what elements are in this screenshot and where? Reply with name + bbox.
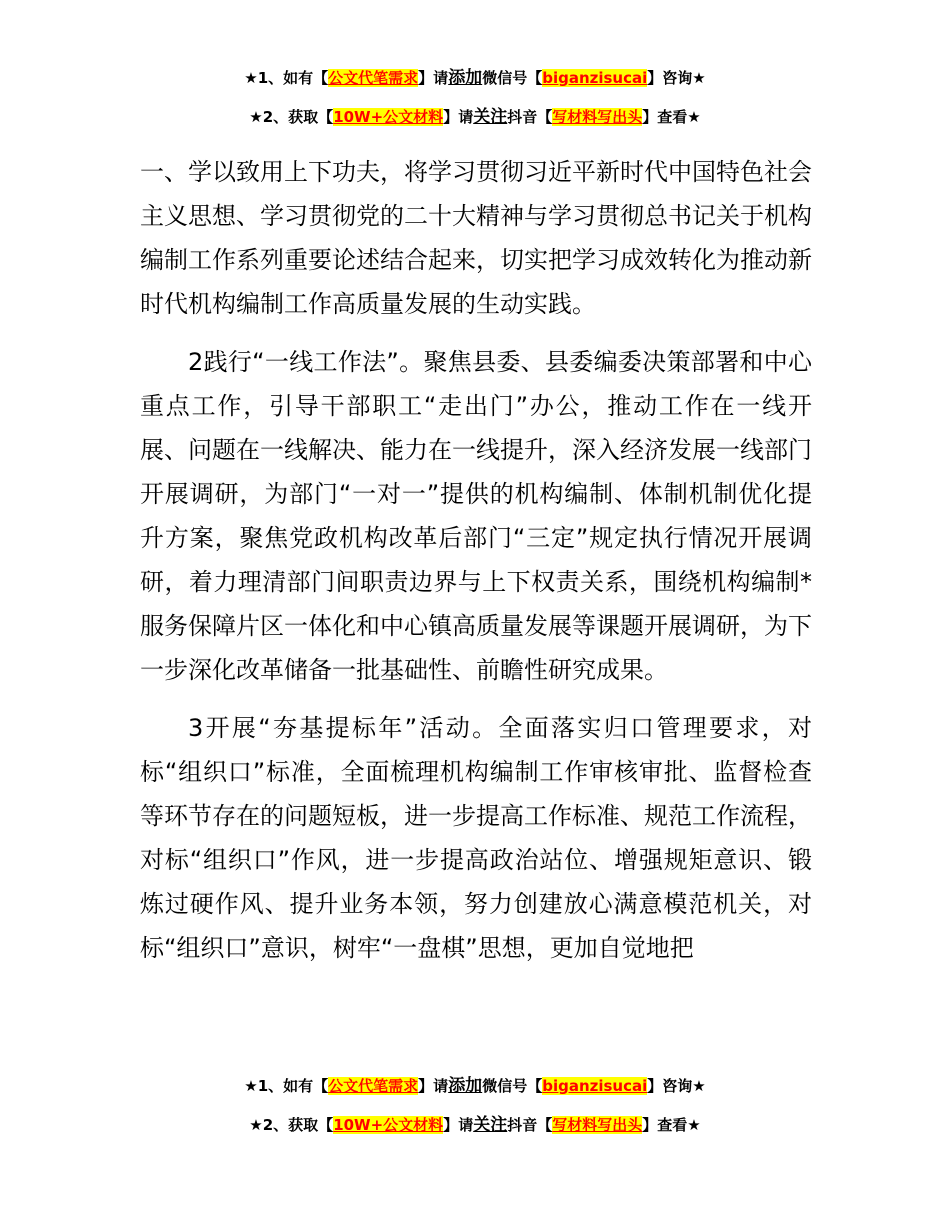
promo-text: 微信号【 [482,1077,543,1095]
promo-text: ★1、如有【 [244,69,329,87]
promo-text: 抖音【 [507,108,553,126]
paragraph-item-2: 2践行“一线工作法”。聚焦县委、县委编委决策部署和中心重点工作，引导干部职工“走出门”办公，推动工作在一线开展、问题在一线解决、能力在一线提升，深入经济发展一线部门开展调研，为部门“一对一”提供的机构编制、体制机制优化提升方案，聚焦党政机构改革后部门“三定”规定执行情况开展调研，着力理清部门间职责边界与上下权责关系，围绕机构编制*服务保障片区一体化和中心镇高质量发展等课题开展调研，为下一步深化改革储备一批基础性、前瞻性研究成果。 [140,348,812,684]
promo-douyin-id: 写材料写出头 [552,1116,643,1134]
promo-text: 】请 [443,1116,474,1134]
promo-douyin-id: 写材料写出头 [552,108,643,126]
promo-text: 】查看★ [642,108,701,126]
promo-wechat-id: biganzisucai [542,1077,648,1095]
promo-text: 】咨询★ [647,1077,706,1095]
promo-emphasis: 关注 [473,1115,508,1135]
promo-emphasis: 关注 [473,107,508,127]
paragraph-item-3: 3开展“夯基提标年”活动。全面落实归口管理要求，对标“组织口”标准，全面梳理机构编制工作审核审批、监督检查等环节存在的问题短板，进一步提高工作标准、规范工作流程，对标“组织口”作风，进一步提高政治站位、增强规矩意识、锻炼过硬作风、提升业务本领，努力创建放心满意模范机关，对标“组织口”意识，树牢“一盘棋”思想，更加自觉地把 [140,714,812,962]
promo-text: 抖音【 [507,1116,553,1134]
promo-text: ★2、获取【 [249,108,334,126]
promo-highlight: 公文代笔需求 [328,69,419,87]
promo-text: 】查看★ [642,1116,701,1134]
footer-promo-line-2 [0,1115,950,1135]
promo-emphasis: 添加 [448,1076,483,1096]
promo-text: ★2、获取【 [249,1116,334,1134]
promo-emphasis: 添加 [448,68,483,88]
paragraph-section-heading: 一、学以致用上下功夫，将学习贯彻习近平新时代中国特色社会主义思想、学习贯彻党的二十大精神与学习贯彻总书记关于机构编制工作系列重要论述结合起来，切实把学习成效转化为推动新时代机构编制工作高质量发展的生动实践。 [140,158,812,318]
promo-highlight: 公文代笔需求 [328,1077,419,1095]
promo-text: 】请 [418,1077,449,1095]
promo-highlight: 10W+公文材料 [333,1116,444,1134]
promo-text: ★1、如有【 [244,1077,329,1095]
header-promo-line-1 [0,68,950,88]
header-promo-line-2 [0,107,950,127]
promo-text: 】咨询★ [647,69,706,87]
promo-wechat-id: biganzisucai [542,69,648,87]
document-body [140,150,812,970]
promo-highlight: 10W+公文材料 [333,108,444,126]
footer-promo-line-1 [0,1076,950,1096]
promo-text: 微信号【 [482,69,543,87]
promo-text: 】请 [443,108,474,126]
promo-text: 】请 [418,69,449,87]
